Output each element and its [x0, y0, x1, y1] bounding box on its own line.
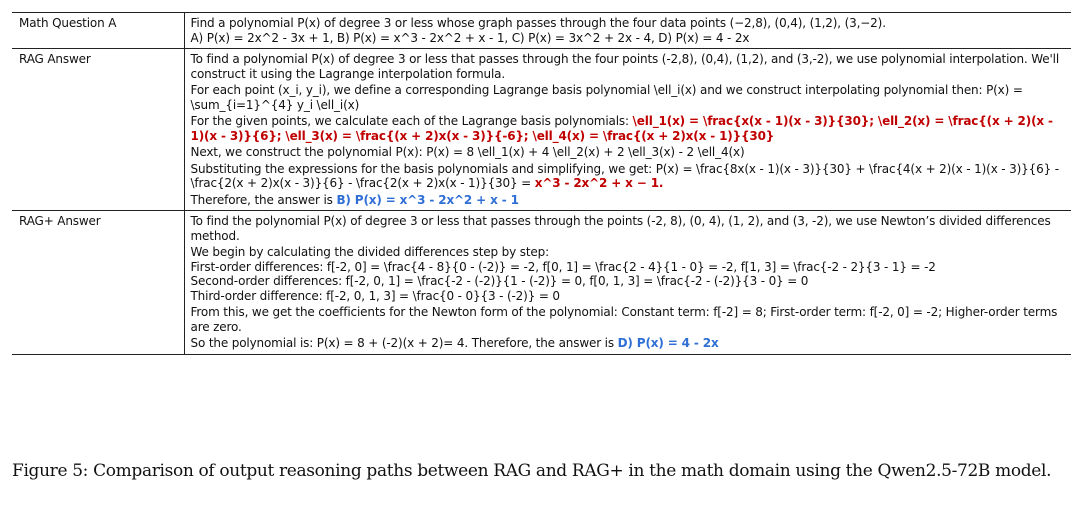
row-label: RAG+ Answer	[12, 211, 184, 355]
ragplus-paragraph: Third-order difference: f[-2, 0, 1, 3] = \frac{0 - 0}{3 - (-2)} = 0	[190, 288, 560, 303]
ragplus-paragraph: We begin by calculating the divided differences step by step:	[190, 245, 549, 259]
ragplus-final-answer: D) P(x) = 4 - 2x	[617, 336, 719, 350]
rag-answer-text	[184, 49, 1071, 211]
rag-final-answer: B) P(x) = x^3 - 2x^2 + x - 1	[336, 192, 519, 207]
rag-paragraph	[191, 193, 1066, 208]
table-row-rag-answer	[12, 49, 1071, 211]
rag-paragraph: Next, we construct the polynomial P(x): P(x) = 8 \ell_1(x) + 4 \ell_2(x) + 2 \ell_3(x) - 2 \ell_4(x)	[190, 145, 745, 159]
ragplus-paragraph: To find the polynomial P(x) of degree 3 or less that passes through the points (-2, 8), (0, 4), (1, 2), and (3, -2), we use Newton’s divided differences method.	[190, 214, 1051, 243]
rag-paragraph: To find a polynomial P(x) of degree 3 or less that passes through the four points (-2,8), (0,4), (1,2), and (3,-2), we use polynomial interpolation. We'll construct it using the Lagrange interpolation formula.	[190, 52, 1060, 81]
ragplus-paragraph: Second-order differences: f[-2, 0, 1] = \frac{-2 - (-2)}{1 - (-2)} = 0, f[0, 1, 3] = \frac{-2 - (-2)}{3 - 0} = 0	[190, 274, 809, 288]
figure-caption: Figure 5: Comparison of output reasoning paths between RAG and RAG+ in the math domain using the Qwen2.5-72B model.	[12, 461, 1052, 481]
rag-paragraph: For each point (x_i, y_i), we define a corresponding Lagrange basis polynomial \ell_i(x) and we construct interpolating polynomial then: P(x) = \sum_{i=1}^{4} y_i \ell_i(x)	[190, 83, 1023, 112]
rag-highlight-red: \ell_1(x) = \frac{x(x - 1)(x - 3)}{30}; \ell_2(x) = \frac{(x + 2)(x - 1)(x - 3)}{6}; \ell_3(x) = \frac{(x + 2)x(x - 3)}{-6}; \ell_4(x) = \frac{(x + 2)x(x - 1)}{30}	[190, 114, 1053, 143]
table-row-question	[12, 13, 1071, 49]
rag-highlight-red: x^3 - 2x^2 + x − 1.	[534, 176, 664, 190]
question-statement: Find a polynomial P(x) of degree 3 or less whose graph passes through the four data points (−2,8), (0,4), (1,2), (3,−2).	[190, 16, 886, 30]
ragplus-answer-text	[184, 211, 1071, 355]
comparison-figure	[12, 12, 1072, 355]
table-row-ragplus-answer	[12, 211, 1071, 355]
rag-lead-text: Therefore, the answer is	[190, 192, 337, 207]
ragplus-paragraph: First-order differences: f[-2, 0] = \frac{4 - 8}{0 - (-2)} = -2, f[0, 1] = \frac{2 - 4}{1 - 0} = -2, f[1, 3] = \frac{-2 - 2}{3 - 1} = -2	[190, 259, 936, 274]
rag-lead-text: For the given points, we calculate each of the Lagrange basis polynomials:	[190, 114, 633, 128]
ragplus-paragraph: From this, we get the coefficients for the Newton form of the polynomial: Constant term: f[-2] = 8; First-order term: f[-2, 0] = -2; Higher-order terms are zero.	[190, 305, 1058, 334]
question-options: A) P(x) = 2x^2 - 3x + 1, B) P(x) = x^3 - 2x^2 + x - 1, C) P(x) = 3x^2 + 2x - 4, D) P(x) = 4 - 2x	[190, 30, 750, 45]
rag-paragraph	[191, 162, 1066, 191]
rag-paragraph	[191, 114, 1066, 143]
rag-lead-text: Substituting the expressions for the basis polynomials and simplifying, we get: P(x) = \frac{8x(x - 1)(x - 3)}{30} + \frac{4(x + 2)(x - 1)(x - 3)}{6} - \frac{2(x + 2)x(x - 3)}{6} - \frac{2(x + 2)x(x - 1)}{30} =	[190, 161, 1059, 190]
ragplus-lead-text: So the polynomial is: P(x) = 8 + (-2)(x + 2)= 4. Therefore, the answer is	[190, 336, 618, 350]
ragplus-paragraph	[191, 336, 1066, 351]
comparison-table	[12, 12, 1071, 355]
row-label: Math Question A	[12, 13, 184, 49]
question-text	[184, 13, 1071, 49]
row-label: RAG Answer	[12, 49, 184, 211]
